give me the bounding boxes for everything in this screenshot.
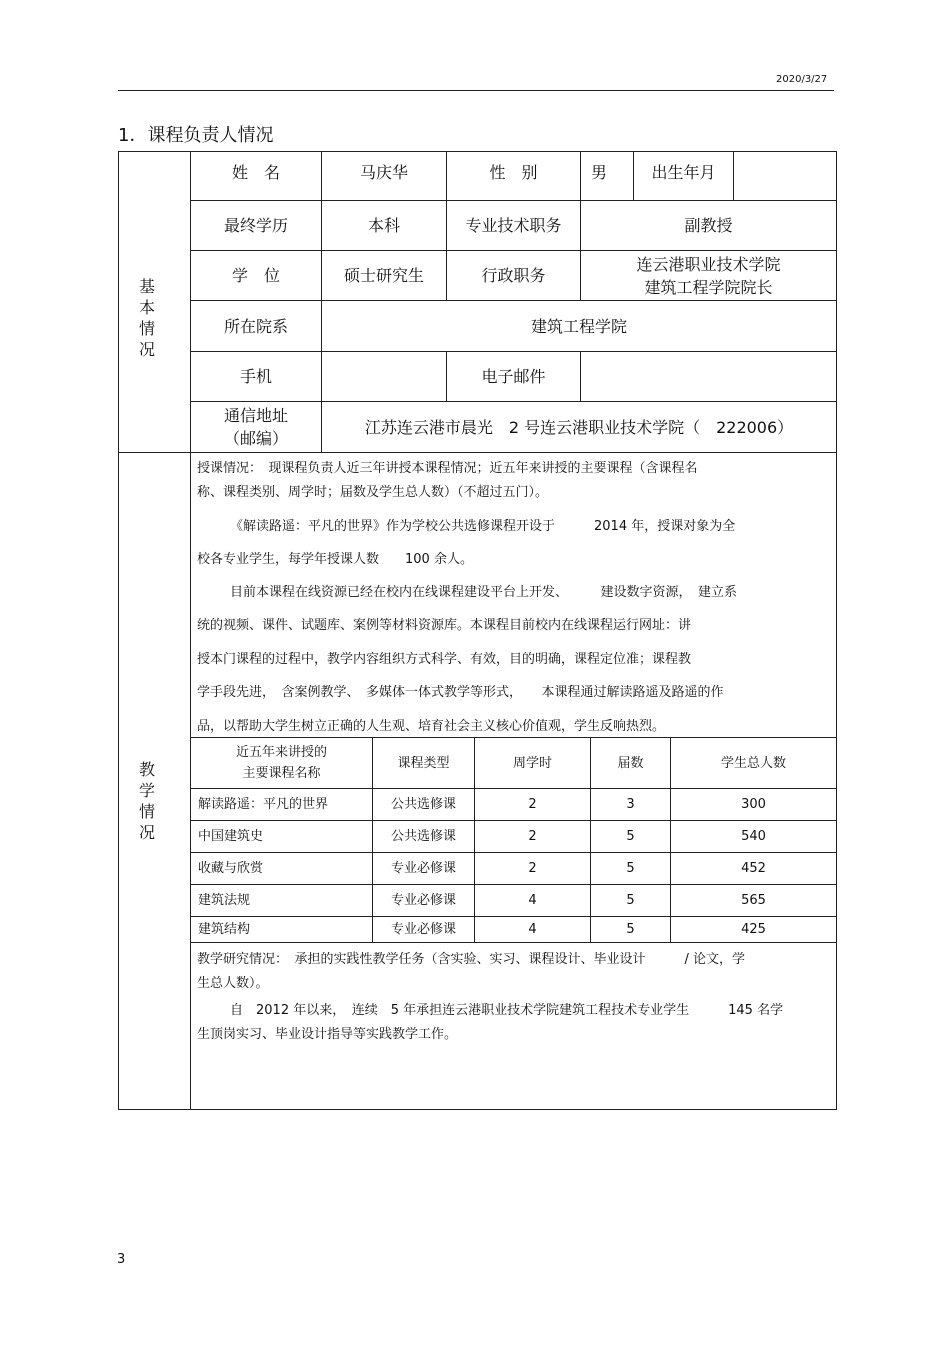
total-students-header: 学生总人数 xyxy=(720,755,786,771)
phone-value xyxy=(322,352,446,401)
table-row-terms: 3 xyxy=(626,797,635,812)
table-row-terms: 5 xyxy=(626,861,635,876)
table-row-type: 专业必修课 xyxy=(390,893,456,908)
teaching-line-1: 授课情况： 现课程负责人近三年讲授本课程情况；近五年来讲授的主要课程（含课程名 xyxy=(197,461,698,476)
table-row-students: 452 xyxy=(741,861,766,876)
address-label xyxy=(191,402,321,452)
table-row-students: 540 xyxy=(741,829,766,844)
admin-position-value xyxy=(581,251,836,300)
course-name-header-line2: 主要课程名称 xyxy=(242,766,321,781)
education-label: 最终学历 xyxy=(223,216,288,235)
table-row-hours: 4 xyxy=(528,922,537,937)
table-row-name: 建筑法规 xyxy=(198,893,251,908)
page-number: 3 xyxy=(117,1252,126,1267)
birth-value xyxy=(734,152,836,192)
degree-label: 学 位 xyxy=(231,266,280,285)
admin-position-line2: 建筑工程学院院长 xyxy=(644,277,773,297)
email-label: 电子邮件 xyxy=(481,367,546,386)
name-label: 姓 名 xyxy=(231,162,280,182)
birth-label: 出生年月 xyxy=(651,162,716,182)
admin-position-line1: 连云港职业技术学院 xyxy=(636,254,781,274)
table-row-hours: 2 xyxy=(528,829,537,844)
admin-position-label: 行政职务 xyxy=(481,266,546,285)
teaching-line-3: 《解读路遥：平凡的世界》作为学校公共选修课程开设于 2014 年，授课对象为全 xyxy=(230,519,736,534)
gender-value: 男 xyxy=(590,162,607,182)
table-row-terms: 5 xyxy=(626,922,635,937)
phone-label: 手机 xyxy=(239,367,272,386)
name-value: 马庆华 xyxy=(359,162,408,182)
course-type-header: 课程类型 xyxy=(397,755,450,771)
education-value: 本科 xyxy=(367,216,400,235)
email-value xyxy=(581,352,836,401)
professional-title-label: 专业技术职务 xyxy=(465,216,562,235)
teaching-line-8: 学手段先进， 含案例教学、 多媒体一体式教学等形式， 本课程通过解读路遥及路遥的作 xyxy=(197,685,724,700)
table-row-type: 专业必修课 xyxy=(390,861,456,876)
table-row-students: 425 xyxy=(741,922,766,937)
table-row-name: 中国建筑史 xyxy=(198,829,264,844)
table-row-students: 300 xyxy=(741,797,766,812)
table-row-type: 专业必修课 xyxy=(390,922,456,937)
table-row-name: 建筑结构 xyxy=(198,922,251,937)
teaching-line-4: 校各专业学生，每学年授课人数 100 余人。 xyxy=(197,552,473,567)
teaching-line-9: 品，以帮助大学生树立正确的人生观、培育社会主义核心价值观，学生反响热烈。 xyxy=(197,719,666,734)
department-value: 建筑工程学院 xyxy=(530,316,627,336)
department-label: 所在院系 xyxy=(223,316,288,336)
table-row-students: 565 xyxy=(741,893,766,908)
weekly-hours-header: 周学时 xyxy=(512,755,552,771)
table-row-hours: 4 xyxy=(528,893,537,908)
degree-value: 硕士研究生 xyxy=(343,266,424,285)
teaching-line-7: 授本门课程的过程中，教学内容组织方式科学、有效，目的明确，课程定位准；课程教 xyxy=(197,652,692,667)
table-row-type: 公共选修课 xyxy=(390,829,456,844)
course-name-header xyxy=(191,738,372,788)
teaching-section-label: 教 学 情 况 xyxy=(138,760,155,842)
course-name-header-line1: 近五年来讲授的 xyxy=(235,745,327,760)
table-row-hours: 2 xyxy=(528,797,537,812)
table-row-name: 收藏与欣赏 xyxy=(198,861,264,876)
table-row-hours: 2 xyxy=(528,861,537,876)
address-value: 江苏连云港市晨光 2 号连云港职业技术学院（ 222006） xyxy=(364,417,794,437)
address-label-line2: （邮编） xyxy=(223,429,288,448)
basic-section-label: 基 本 情 况 xyxy=(138,277,155,359)
table-row-terms: 5 xyxy=(626,829,635,844)
research-line-1: 教学研究情况： 承担的实践性教学任务（含实验、实习、课程设计、毕业设计 / 论文，学 xyxy=(197,952,746,967)
address-label-line1: 通信地址 xyxy=(223,406,288,425)
terms-header: 届数 xyxy=(617,755,644,771)
research-line-2: 生总人数）。 xyxy=(197,976,269,991)
teaching-line-2: 称、课程类别、周学时；届数及学生总人数）（不超过五门）。 xyxy=(197,485,549,500)
teaching-line-5: 目前本课程在线资源已经在校内在线课程建设平台上开发、 建设数字资源， 建立系 xyxy=(230,585,738,600)
header-date: 2020/3/27 xyxy=(776,74,828,85)
professional-title-value: 副教授 xyxy=(684,216,733,235)
table-row-terms: 5 xyxy=(626,893,635,908)
research-line-4: 生顶岗实习、毕业设计指导等实践教学工作。 xyxy=(197,1027,458,1042)
section-title: 1．课程负责人情况 xyxy=(118,125,274,146)
gender-label: 性 别 xyxy=(489,162,538,182)
table-row-type: 公共选修课 xyxy=(390,797,456,812)
teaching-line-6: 统的视频、课件、试题库、案例等材料资源库。本课程目前校内在线课程运行网址：讲 xyxy=(197,618,692,633)
table-row-name: 解读路遥：平凡的世界 xyxy=(198,797,329,812)
research-line-3: 自 2012 年以来， 连续 5 年承担连云港职业技术学院建筑工程技术专业学生 145 名学 xyxy=(230,1003,784,1018)
header-rule xyxy=(118,90,834,91)
